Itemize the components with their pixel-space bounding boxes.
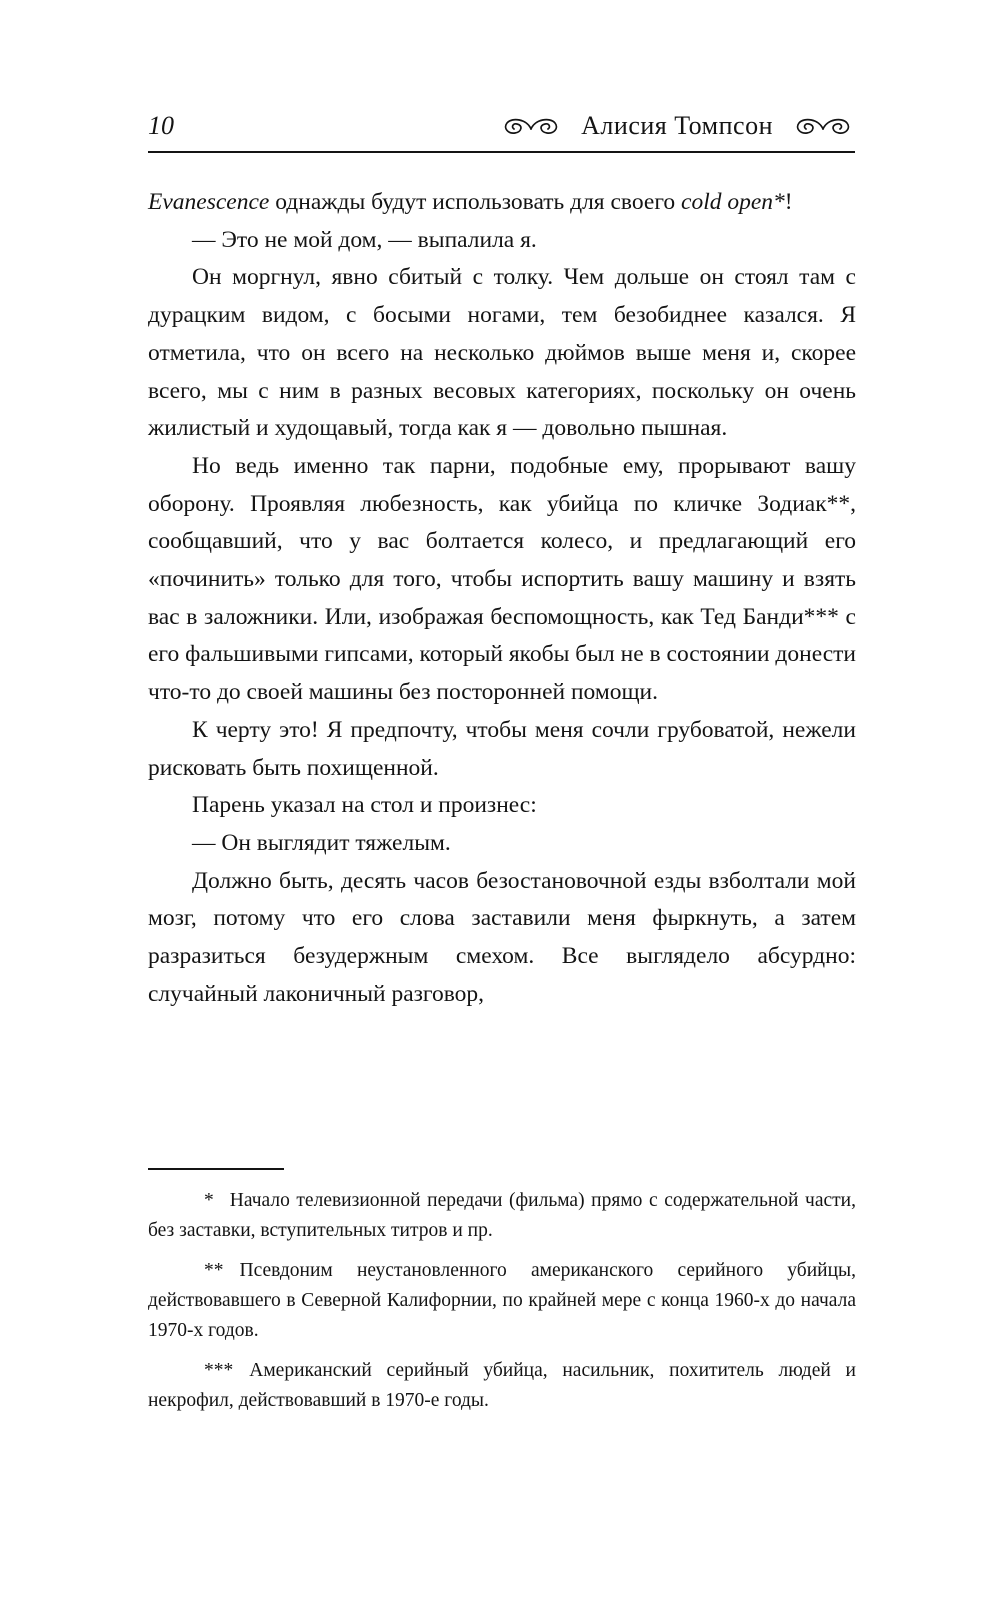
paragraph <box>148 712 856 787</box>
page-number: 10 <box>148 111 174 140</box>
footnote: *** Американский серийный убийца, насильник, похититель людей и некрофил, действовавший в 1970-е годы. <box>148 1360 856 1411</box>
scroll-flourish-icon <box>791 115 855 137</box>
paragraph <box>148 184 856 222</box>
text-run: — Это не мой дом, — выпалила я. <box>192 226 537 253</box>
text-run: Он моргнул, явно сбитый с толку. Чем дольше он стоял там с дурацким видом, с босыми ногами, тем безобиднее казался. Я отметила, что он всего на несколько дюймов выше меня и, скорее всего, мы с ним в разных весовых категориях, поскольку он очень жилистый и худощавый, тогда как я — довольно пышная. <box>148 264 856 442</box>
scroll-flourish-icon <box>499 115 563 137</box>
italic-run: cold open* <box>681 189 785 215</box>
text-run: ! <box>784 189 793 215</box>
paragraph <box>148 825 856 863</box>
paragraph <box>148 787 856 825</box>
body-text <box>148 184 856 1013</box>
text-run: Парень указал на стол и произнес: <box>192 792 537 819</box>
header-rule <box>148 151 855 153</box>
page-header <box>148 108 855 144</box>
italic-run: Evanescence <box>148 189 270 215</box>
paragraph <box>148 448 856 712</box>
paragraph <box>148 863 856 1014</box>
footnote: ** Псевдоним неустановленного американского серийного убийцы, действовавшего в Северной Калифорнии, по крайней мере с конца 1960-х до начала 1970-х годов. <box>148 1260 856 1341</box>
footnote-marker: ** <box>204 1260 224 1281</box>
running-head-group <box>499 113 855 139</box>
footnotes <box>148 1186 856 1426</box>
footnote-separator <box>148 1168 284 1170</box>
text-run: однажды будут использовать для своего <box>269 189 682 215</box>
text-run: Должно быть, десять часов безостановочной езды взболтали мой мозг, потому что его слова заставили меня фыркнуть, а затем разразиться безудержным смехом. Все выглядело абсурдно: случайный лаконичный разговор, <box>148 867 856 1007</box>
running-head: Алисия Томпсон <box>581 111 773 140</box>
text-run: Но ведь именно так парни, подобные ему, прорывают вашу оборону. Проявляя любезность, как убийца по кличке Зодиак**, сообщавший, что у вас болтается колесо, и предлагающий его «починить» только для того, чтобы испортить вашу машину и взять вас в заложники. Или, изображая беспомощность, как Тед Банди*** с его фальшивыми гипсами, который якобы был не в состоянии донести что-то до своей машины без посторонней помощи. <box>148 452 856 706</box>
footnote-marker: * <box>204 1190 214 1211</box>
footnote: * Начало телевизионной передачи (фильма) прямо с содержательной части, без заставки, вступительных титров и пр. <box>148 1190 856 1241</box>
text-run: — Он выглядит тяжелым. <box>192 829 451 856</box>
text-run: К черту это! Я предпочту, чтобы меня сочли грубоватой, нежели рисковать быть похищенной. <box>148 716 856 781</box>
footnote-marker: *** <box>204 1360 234 1381</box>
paragraph <box>148 222 856 260</box>
paragraph <box>148 259 856 448</box>
